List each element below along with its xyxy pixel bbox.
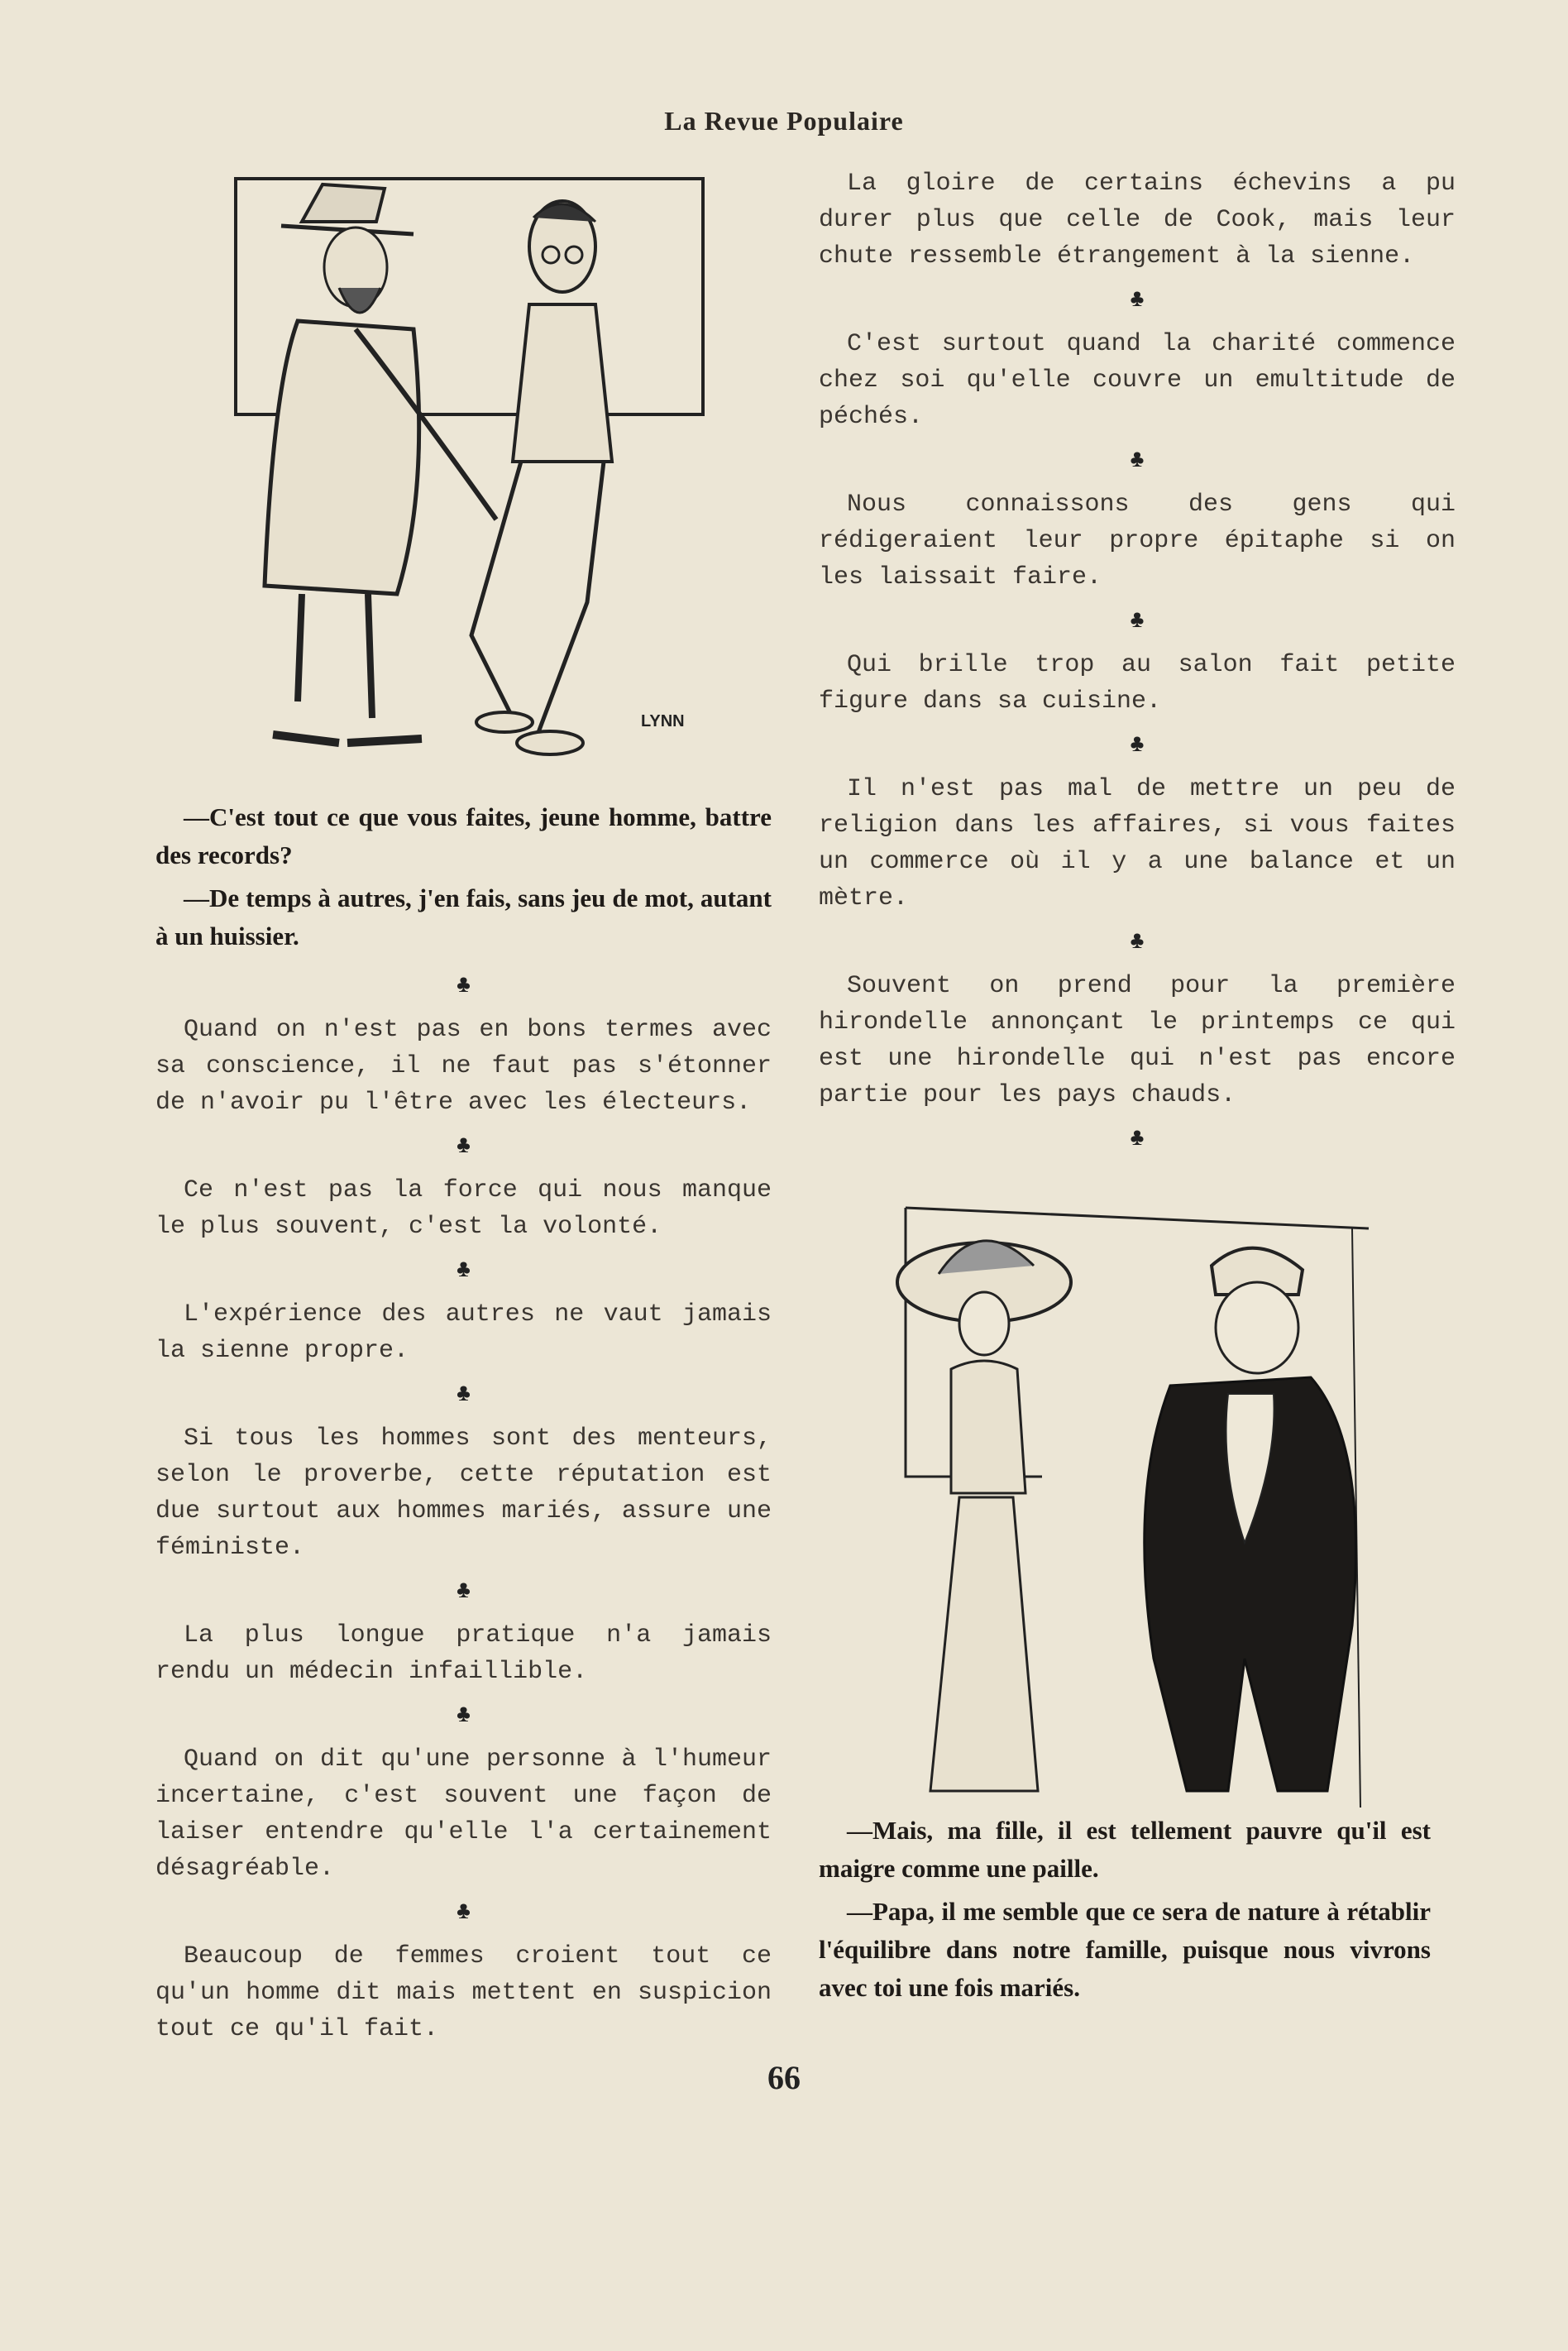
left-column: [155, 798, 772, 2047]
maxim: Quand on n'est pas en bons termes avec sa conscience, il ne faut pas s'étonner de n'avoir pu l'être avec les électeurs.: [155, 1016, 772, 1117]
club-separator-icon: ♣: [1129, 731, 1145, 759]
illustration-bottom-right: [889, 1195, 1385, 1812]
club-separator-icon: ♣: [456, 1381, 471, 1409]
right-column: [819, 165, 1456, 1165]
left-caption: [155, 798, 772, 955]
caption-line: —De temps à autres, j'en fais, sans jeu de mot, autant à un huissier.: [155, 883, 772, 950]
maxim: Il n'est pas mal de mettre un peu de religion dans les affaires, si vous faites un commerce où il y a une balance et un mètre.: [819, 775, 1456, 912]
caption-line: —Mais, ma fille, il est tellement pauvre qu'il est maigre comme une paille.: [819, 1816, 1431, 1883]
club-separator-icon: ♣: [1129, 286, 1145, 314]
artist-signature: LYNN: [641, 712, 685, 730]
club-separator-icon: ♣: [1129, 447, 1145, 475]
page-number: 66: [767, 2059, 801, 2096]
caption-line: —C'est tout ce que vous faites, jeune homme, battre des records?: [155, 802, 772, 869]
club-separator-icon: ♣: [456, 1132, 471, 1161]
club-separator-icon: ♣: [456, 1257, 471, 1285]
club-separator-icon: ♣: [1129, 607, 1145, 635]
maxim: Beaucoup de femmes croient tout ce qu'un homme dit mais mettent en suspicion tout ce qu'il fait.: [155, 1942, 772, 2043]
caption-line: —Papa, il me semble que ce sera de nature à rétablir l'équilibre dans notre famille, puisque nous vivrons avec toi une fois mariés.: [819, 1897, 1431, 2002]
maxim: C'est surtout quand la charité commence chez soi qu'elle couvre un emultitude de péchés.: [819, 330, 1456, 431]
maxim: Qui brille trop au salon fait petite figure dans sa cuisine.: [819, 651, 1456, 716]
illustration-top-left: [223, 172, 719, 768]
maxim: Souvent on prend pour la première hirondelle annonçant le printemps ce qui est une hirondelle qui n'est pas encore partie pour les pays chauds.: [819, 972, 1456, 1109]
maxim: Nous connaissons des gens qui rédigeraient leur propre épitaphe si on les laissait faire.: [819, 491, 1456, 591]
maxim: La gloire de certains échevins a pu durer plus que celle de Cook, mais leur chute ressemble étrangement à la sienne.: [819, 170, 1456, 271]
running-header: La Revue Populaire: [664, 106, 904, 136]
right-caption: [819, 1812, 1431, 2012]
maxim: Si tous les hommes sont des menteurs, selon le proverbe, cette réputation est due surtout aux hommes mariés, assure une féministe.: [155, 1424, 772, 1562]
maxim: La plus longue pratique n'a jamais rendu un médecin infaillible.: [155, 1621, 772, 1686]
club-separator-icon: ♣: [1129, 928, 1145, 956]
club-separator-icon: ♣: [456, 1899, 471, 1927]
maxim: L'expérience des autres ne vaut jamais la sienne propre.: [155, 1300, 772, 1365]
club-separator-icon: ♣: [456, 1702, 471, 1730]
maxim: Quand on dit qu'une personne à l'humeur incertaine, c'est souvent une façon de laiser entendre qu'elle l'a certainement désagréable.: [155, 1745, 772, 1883]
club-separator-icon: ♣: [1129, 1125, 1145, 1153]
maxim: Ce n'est pas la force qui nous manque le plus souvent, c'est la volonté.: [155, 1176, 772, 1241]
club-separator-icon: ♣: [456, 972, 471, 1000]
club-separator-icon: ♣: [456, 1578, 471, 1606]
